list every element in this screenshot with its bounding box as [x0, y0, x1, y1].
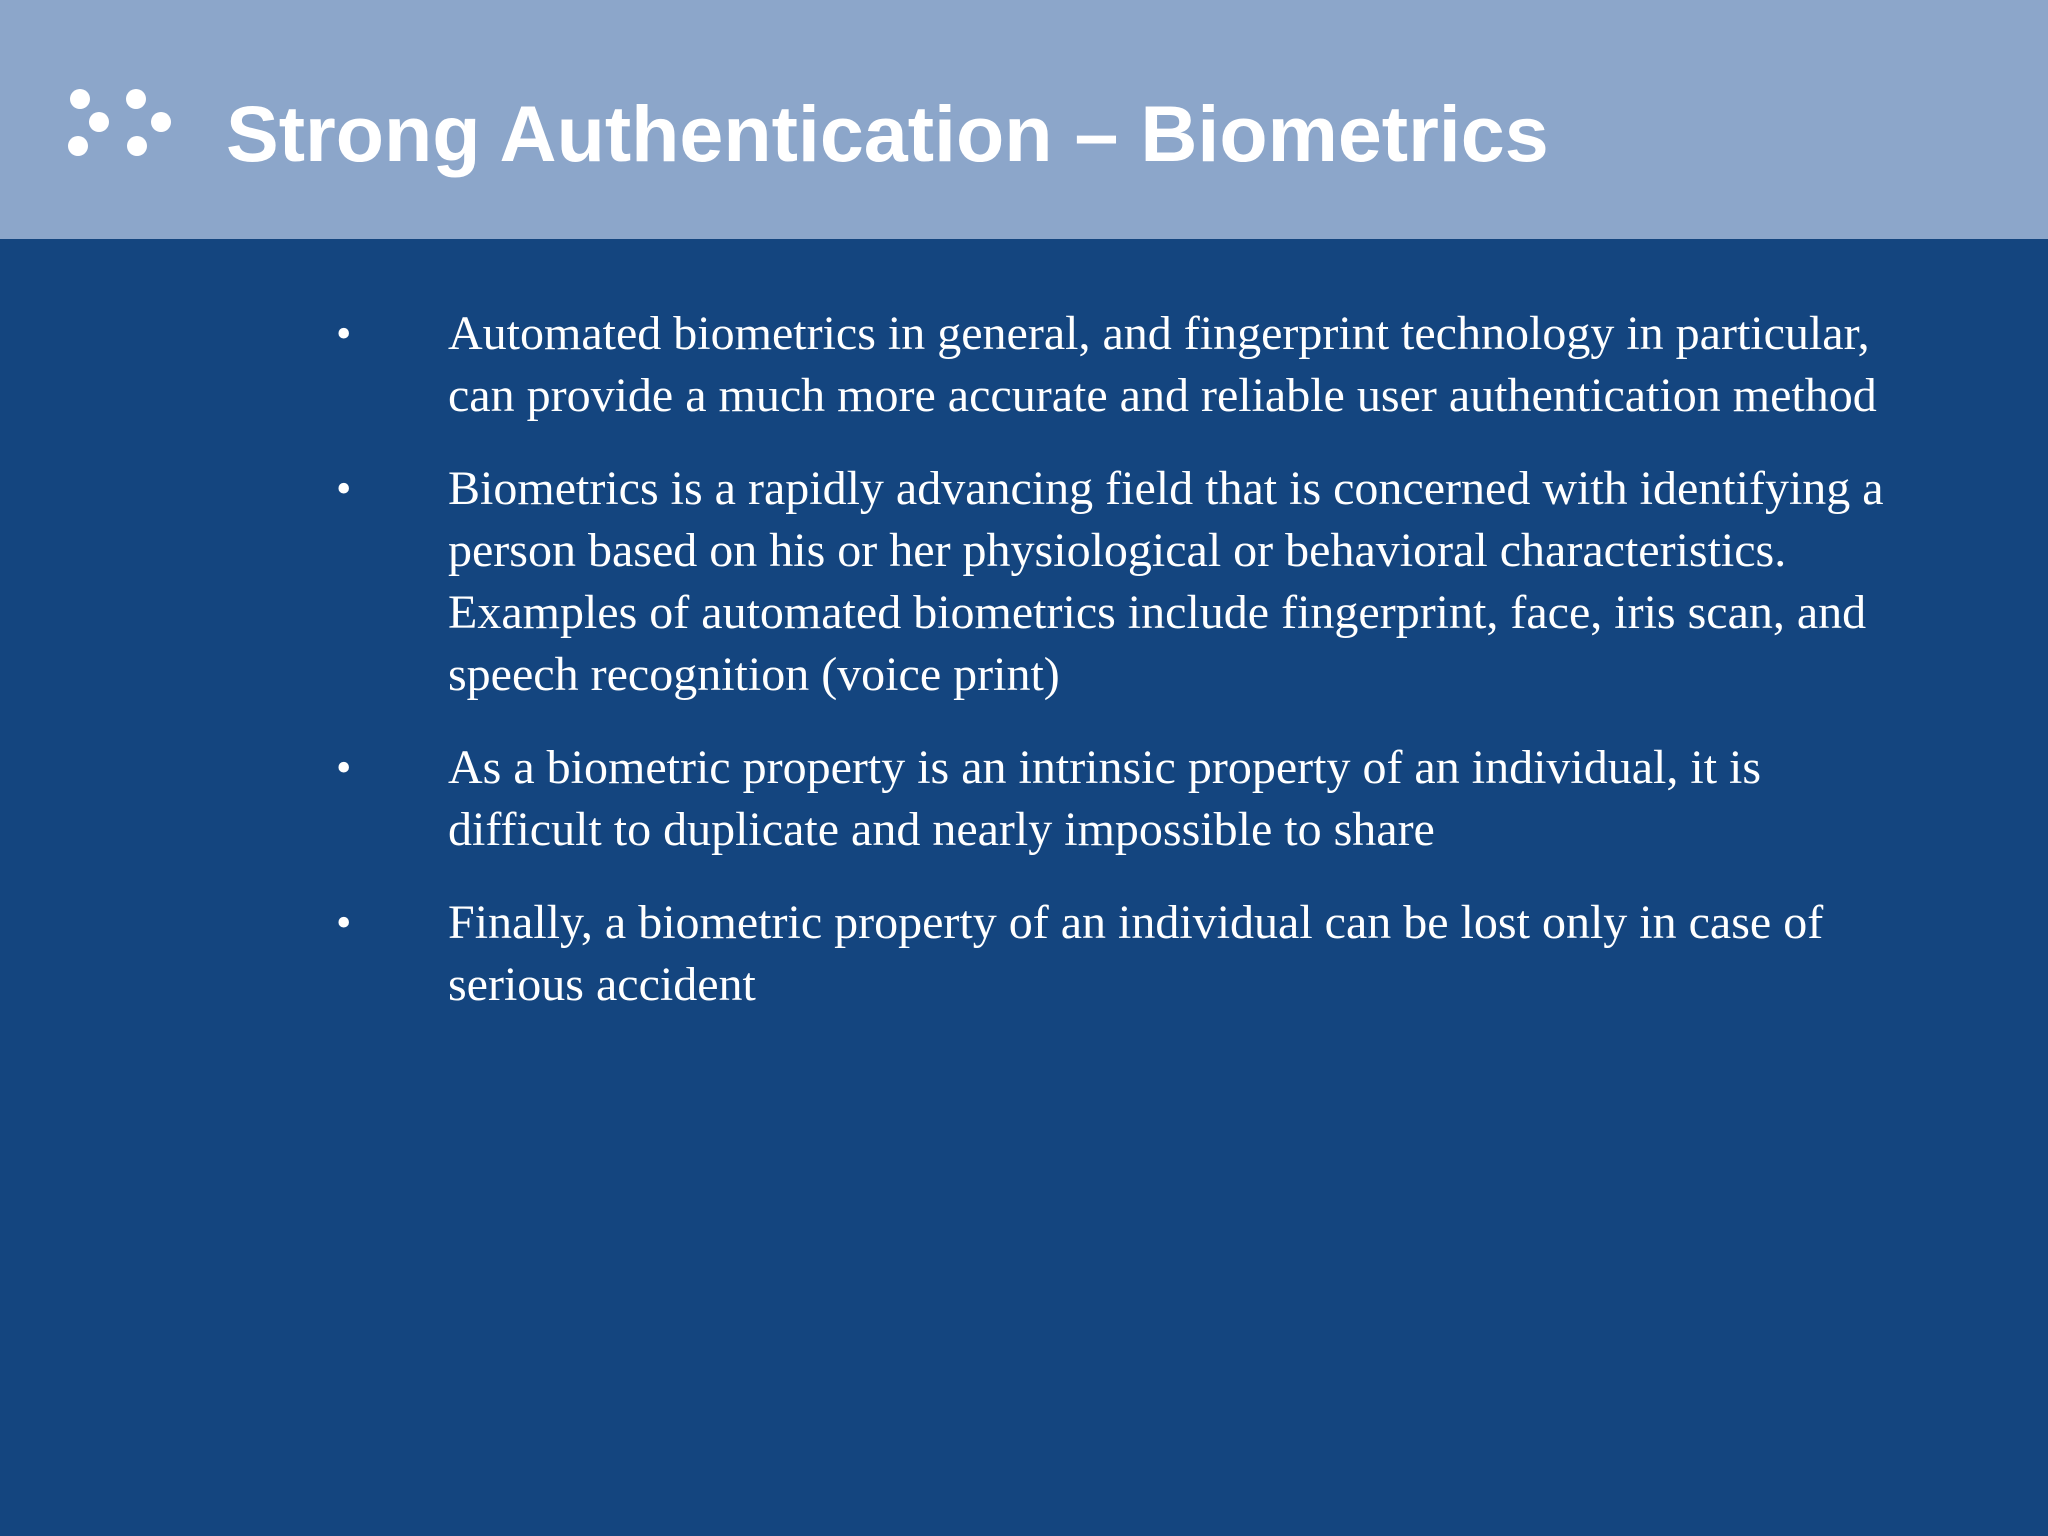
bullet-text: As a biometric property is an intrinsic property of an individual, it is difficult to duplicate and nearly impossible to share — [448, 741, 1762, 856]
bullet-list — [336, 303, 1896, 1047]
bullet-item — [336, 892, 1896, 1016]
slide-header — [0, 0, 2048, 239]
bullet-marker: • — [336, 743, 352, 792]
bullet-marker: • — [336, 309, 352, 358]
bullet-item — [336, 303, 1896, 427]
dots-logo-icon — [60, 82, 180, 172]
bullet-text: Automated biometrics in general, and fingerprint technology in particular, can provide a much more accurate and reliable user authentication method — [448, 307, 1877, 422]
slide-title: Strong Authentication – Biometrics — [226, 89, 1549, 178]
bullet-item — [336, 737, 1896, 861]
bullet-item — [336, 458, 1896, 706]
bullet-text: Finally, a biometric property of an individual can be lost only in case of serious accident — [448, 896, 1824, 1011]
bullet-text: Biometrics is a rapidly advancing field that is concerned with identifying a person based on his or her physiological or behavioral characteristics. Examples of automated biometrics include fingerprint, face, iris scan, and speech recognition (voice print) — [448, 462, 1884, 701]
bullet-marker: • — [336, 898, 352, 947]
bullet-marker: • — [336, 464, 352, 513]
